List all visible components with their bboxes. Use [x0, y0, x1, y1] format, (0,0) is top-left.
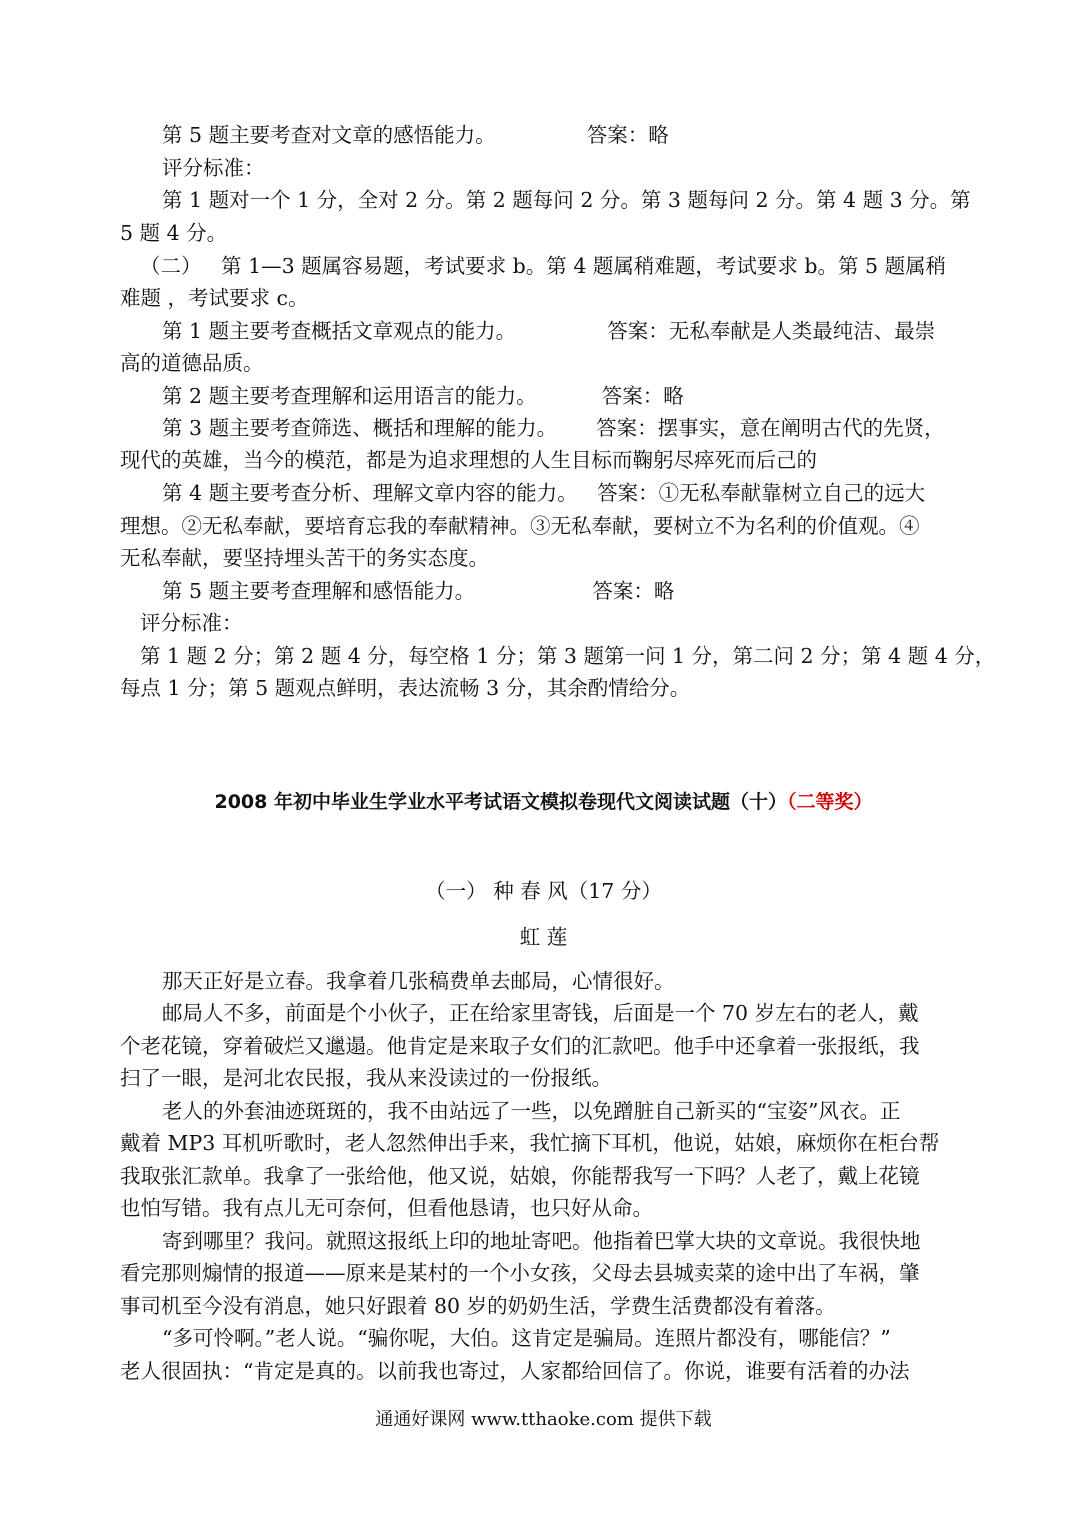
- answer-line: 每点 1 分；第 5 题观点鲜明，表达流畅 3 分，其余酌情给分。: [120, 676, 691, 700]
- passage-line: 老人很固执：“肯定是真的。以前我也寄过，人家都给回信了。你说，谁要有活着的办法: [120, 1359, 910, 1383]
- answer-line: 5 题 4 分。: [120, 221, 228, 245]
- exam-title-main: 2008 年初中毕业生学业水平考试语文模拟卷现代文阅读试题（十）: [214, 791, 787, 813]
- answer-line: 第 1 题对一个 1 分，全对 2 分。第 2 题每问 2 分。第 3 题每问 2 分。第 4 题 3 分。第: [162, 188, 971, 212]
- passage-line: 看完那则煽情的报道——原来是某村的一个小女孩，父母去县城卖菜的途中出了车祸，肇: [120, 1261, 920, 1285]
- exam-title: [0, 787, 1087, 817]
- answer-line: 评分标准：: [162, 156, 265, 180]
- passage-line: 寄到哪里？我问。就照这报纸上印的地址寄吧。他指着巴掌大块的文章说。我很快地: [162, 1229, 921, 1253]
- passage-line: 也怕写错。我有点儿无可奈何，但看他恳请，也只好从命。: [120, 1196, 653, 1220]
- answer-line: 评分标准：: [140, 611, 243, 635]
- passage-heading: （一） 种 春 风（17 分）: [425, 879, 662, 903]
- answer-line: 第 1 题 2 分；第 2 题 4 分，每空格 1 分；第 3 题第一问 1 分，第二问 2 分；第 4 题 4 分，: [140, 644, 996, 668]
- answer-line: 难题 ，考试要求 c。: [120, 286, 309, 310]
- answer-line: 无私奉献，要坚持埋头苦干的务实态度。: [120, 546, 489, 570]
- passage-author: 虹 莲: [519, 925, 568, 949]
- passage-line: “多可怜啊。”老人说。“骗你呢，大伯。这肯定是骗局。连照片都没有，哪能信？”: [162, 1326, 891, 1350]
- answer-line: 第 5 题主要考查对文章的感悟能力。 答案：略: [162, 123, 669, 147]
- answer-line: 第 3 题主要考查筛选、概括和理解的能力。 答案：摆事实，意在阐明古代的先贤，: [162, 416, 945, 440]
- answer-line: （二） 第 1—3 题属容易题，考试要求 b。第 4 题属稍难题，考试要求 b。第 5 题属稍: [140, 254, 947, 278]
- answer-line: 第 2 题主要考查理解和运用语言的能力。 答案：略: [162, 384, 684, 408]
- passage-line: 事司机至今没有消息，她只好跟着 80 岁的奶奶生活，学费生活费都没有着落。: [120, 1294, 836, 1318]
- passage-line: 戴着 MP3 耳机听歌时，老人忽然伸出手来，我忙摘下耳机，他说，姑娘，麻烦你在柜台帮: [120, 1131, 940, 1155]
- passage-line: 邮局人不多，前面是个小伙子，正在给家里寄钱，后面是一个 70 岁左右的老人，戴: [162, 1001, 919, 1025]
- answer-line: 高的道德品质。: [120, 351, 264, 375]
- prize-label: （二等奖）: [786, 791, 873, 813]
- answer-line: 现代的英雄，当今的模范，都是为追求理想的人生目标而鞠躬尽瘁死而后己的: [120, 448, 817, 472]
- passage-line: 扫了一眼，是河北农民报，我从来没读过的一份报纸。: [120, 1066, 612, 1090]
- page-footer: 通通好课网 www.tthaoke.com 提供下载: [375, 1409, 712, 1430]
- passage-line: 我取张汇款单。我拿了一张给他，他又说，姑娘，你能帮我写一下吗？人老了，戴上花镜: [120, 1164, 920, 1188]
- passage-line: 老人的外套油迹斑斑的，我不由站远了一些，以免蹭脏自己新买的“宝姿”风衣。正: [162, 1099, 901, 1123]
- answer-line: 第 5 题主要考查理解和感悟能力。 答案：略: [162, 579, 675, 603]
- answer-line: 理想。②无私奉献，要培育忘我的奉献精神。③无私奉献，要树立不为名利的价值观。④: [120, 514, 920, 538]
- answer-line: 第 1 题主要考查概括文章观点的能力。 答案：无私奉献是人类最纯洁、最崇: [162, 319, 936, 343]
- passage-line: 那天正好是立春。我拿着几张稿费单去邮局，心情很好。: [162, 969, 675, 993]
- passage-line: 个老花镜，穿着破烂又邋遢。他肯定是来取子女们的汇款吧。他手中还拿着一张报纸，我: [120, 1034, 920, 1058]
- answer-line: 第 4 题主要考查分析、理解文章内容的能力。 答案：①无私奉献靠树立自己的远大: [162, 481, 926, 505]
